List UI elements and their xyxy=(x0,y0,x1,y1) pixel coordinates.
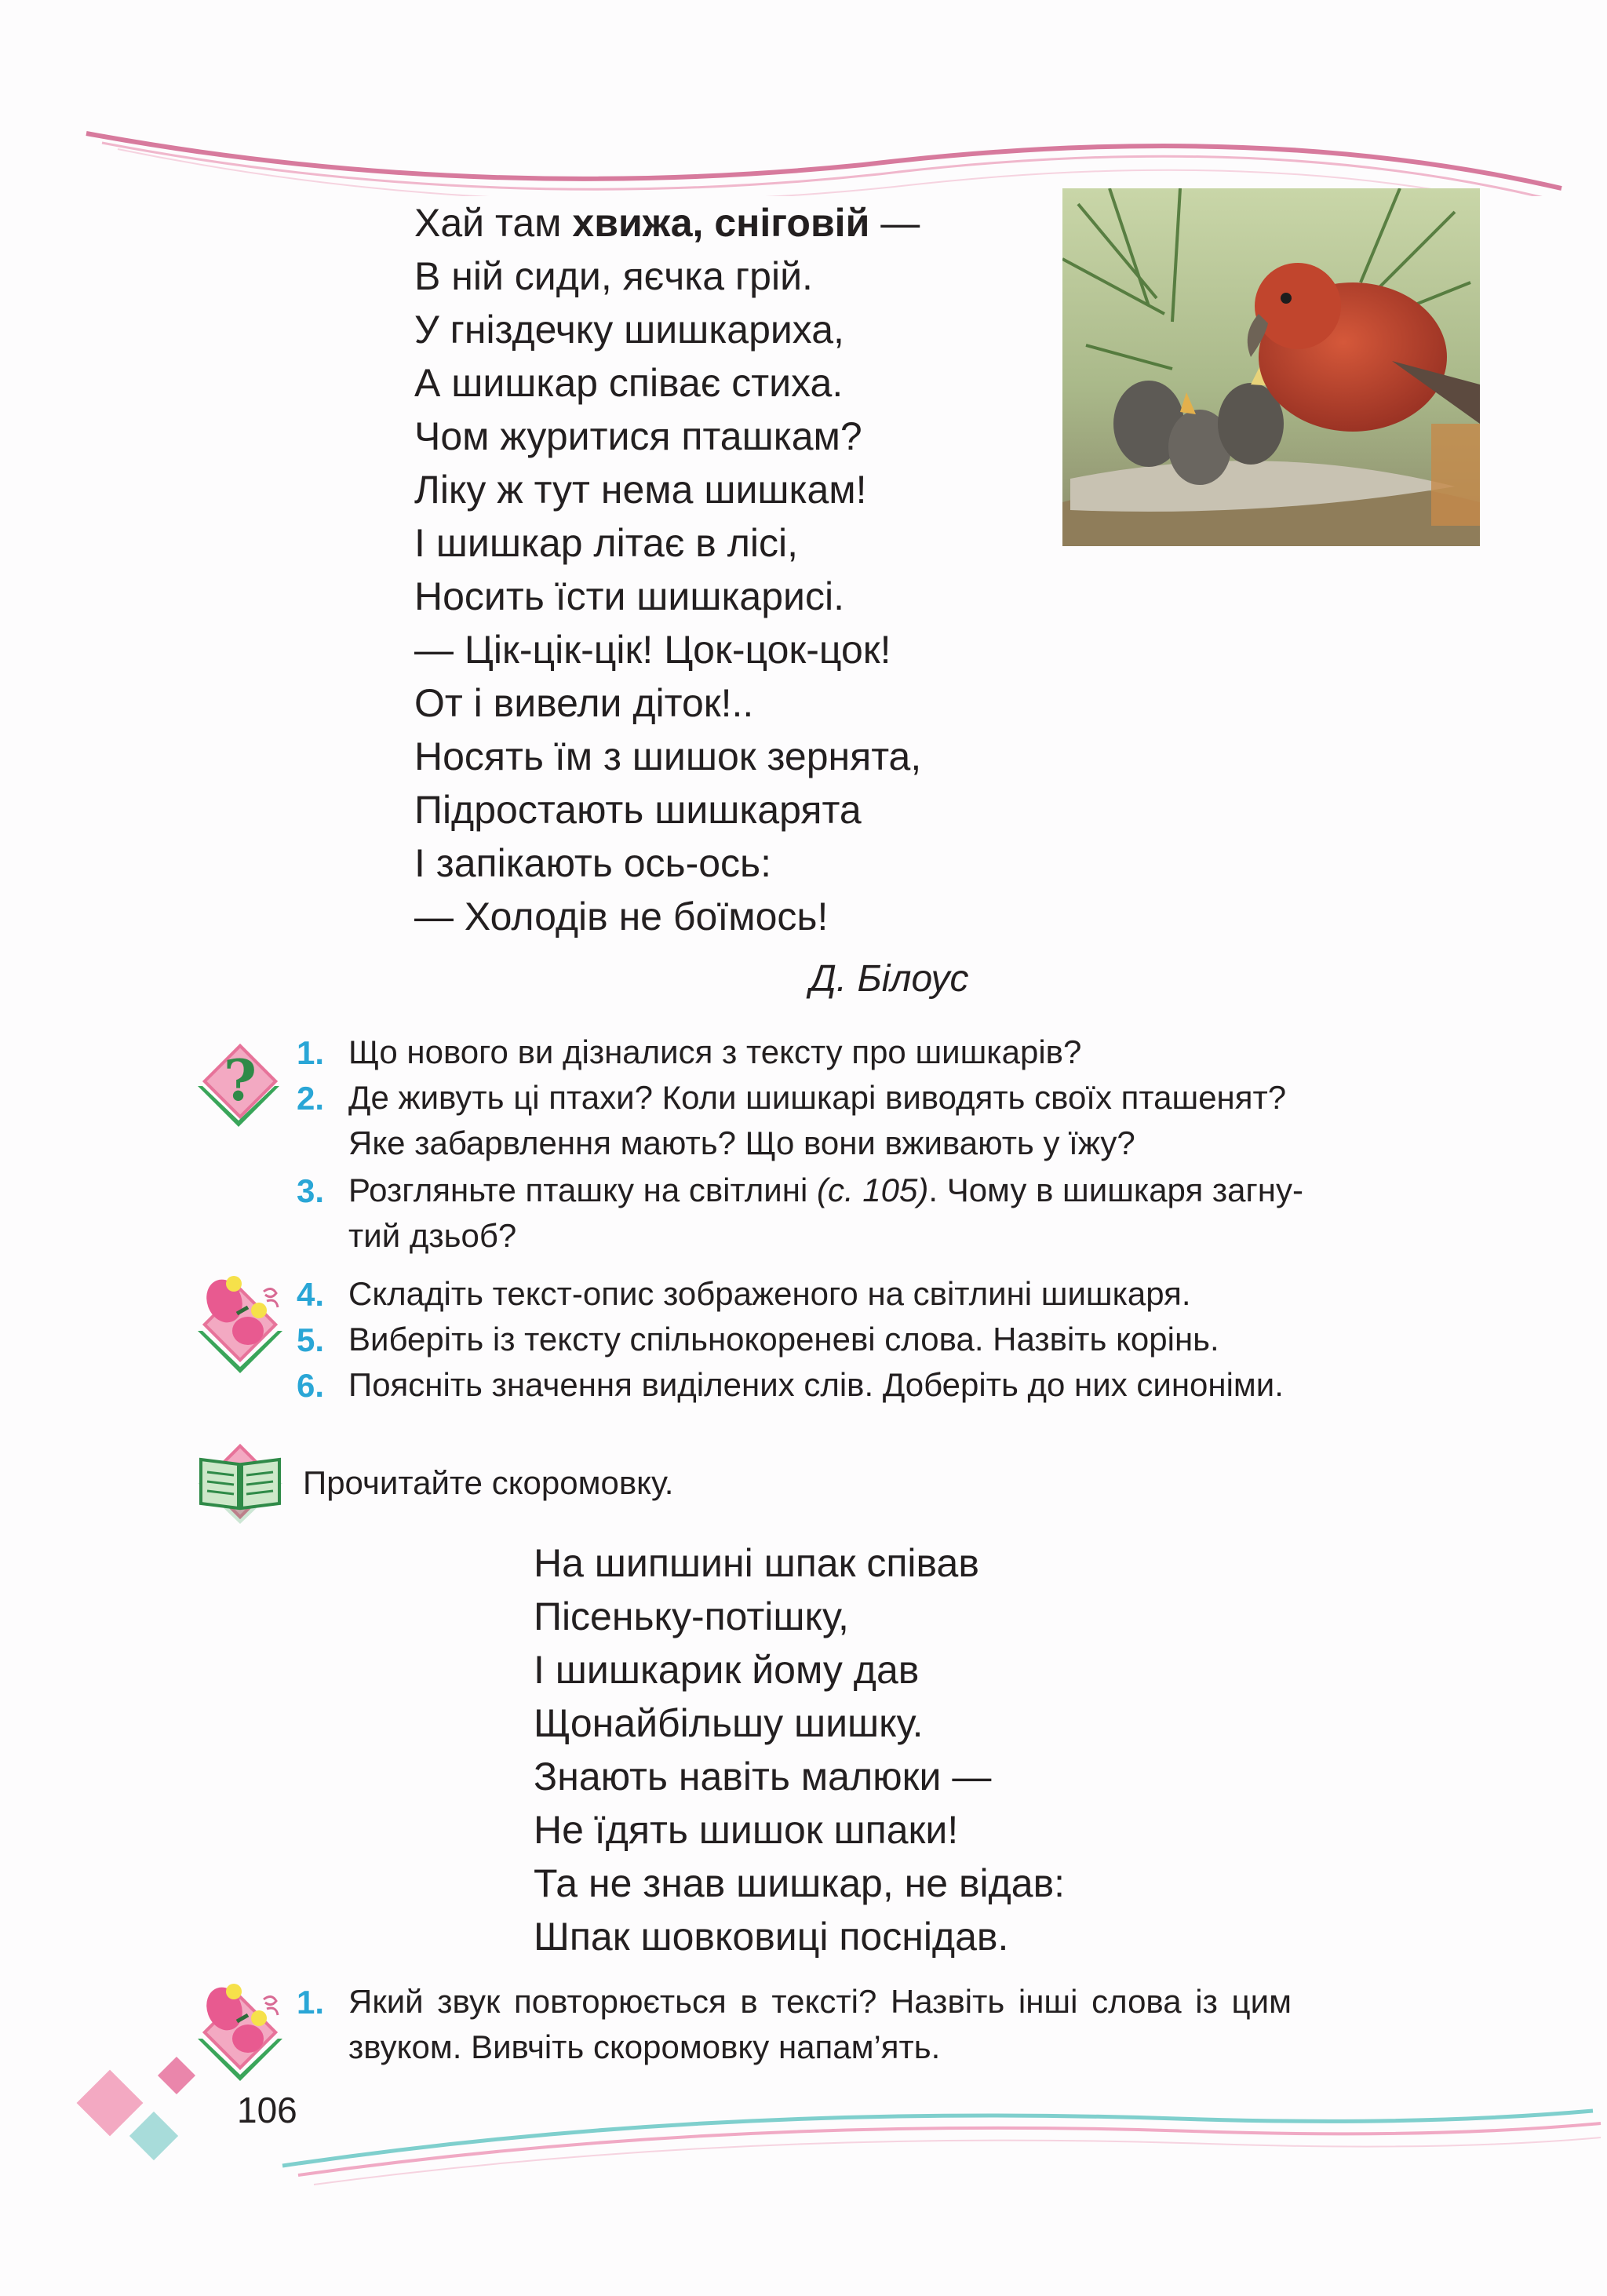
question-number: 6. xyxy=(297,1367,325,1404)
question-text: Де живуть ці птахи? Коли шишкарі виводять своїх пташенят? xyxy=(348,1079,1287,1116)
question-text: Поясніть значення виділених слів. Доберіть до них синоніми. xyxy=(348,1366,1284,1403)
reading-instruction: Прочитайте скоромовку. xyxy=(303,1464,674,1501)
question-number: 5. xyxy=(297,1321,325,1358)
top-swoosh-decoration xyxy=(0,71,1607,196)
question-text-continued: тий дзьоб? xyxy=(348,1217,517,1254)
poem-line: В ній сиди, яєчка грій. xyxy=(414,254,813,298)
bottom-swoosh-decoration xyxy=(0,2072,1607,2189)
butterfly-task-icon xyxy=(191,1270,290,1379)
question-text-continued: звуком. Вивчіть скоромовку напам’ять. xyxy=(348,2028,941,2065)
poem-line: Носять їм з шишок зернята, xyxy=(414,734,922,778)
tongue-twister-line: Пісеньку-потішку, xyxy=(534,1594,849,1638)
question-mark-icon xyxy=(193,1031,284,1135)
poem-line: Чом журитися пташкам? xyxy=(414,414,862,458)
question-number: 2. xyxy=(297,1080,325,1117)
tongue-twister-line: Щонайбільшу шишку. xyxy=(534,1701,924,1745)
question-text: Розгляньте пташку на світлині (с. 105). Чому в шишкаря загну- xyxy=(348,1172,1303,1208)
page-number: 106 xyxy=(237,2090,297,2130)
question-number: 4. xyxy=(297,1276,325,1313)
question-text: Складіть текст-опис зображеного на світлині шишкаря. xyxy=(348,1275,1191,1312)
tongue-twister-line: На шипшині шпак співав xyxy=(534,1541,979,1585)
question-text-continued: Яке забарвлення мають? Що вони вживають у їжу? xyxy=(348,1124,1135,1161)
poem-line: Носить їсти шишкарисі. xyxy=(414,574,844,618)
poem-line: — Цік-цік-цік! Цок-цок-цок! xyxy=(414,628,891,672)
poem-line: Підростають шишкарята xyxy=(414,788,862,832)
tongue-twister-line: Знають навіть малюки — xyxy=(534,1755,992,1799)
tongue-twister-line: Та не знав шишкар, не відав: xyxy=(534,1861,1066,1905)
tongue-twister-line: І шишкарик йому дав xyxy=(534,1648,920,1692)
open-book-icon xyxy=(191,1431,290,1532)
question-text: Виберіть із тексту спільнокореневі слова. Назвіть корінь. xyxy=(348,1321,1219,1358)
poem-line-1: Хай там хвижа, сніговій — xyxy=(414,201,920,245)
crossbill-nest-photo xyxy=(1062,188,1480,546)
poem-line: І шишкар літає в лісі, xyxy=(414,521,798,565)
poem-line: А шишкар співає стиха. xyxy=(414,361,844,405)
question-text: Що нового ви дізналися з тексту про шишкарів? xyxy=(348,1033,1082,1070)
poem-author: Д. Білоус xyxy=(810,958,969,1000)
tongue-twister-line: Шпак шовковиці поснідав. xyxy=(534,1915,1009,1959)
question-number: 1. xyxy=(297,1984,325,2021)
svg-text:?: ? xyxy=(223,1047,257,1113)
poem-line: У гніздечку шишкариха, xyxy=(414,308,844,352)
poem-line: — Холодів не боїмось! xyxy=(414,895,829,938)
question-text: Який звук повторюється в тексті? Назвіть інші слова із цим xyxy=(348,1983,1292,2020)
poem-line: От і вивели діток!.. xyxy=(414,681,754,725)
poem-line: І запікають ось-ось: xyxy=(414,841,771,885)
question-number: 3. xyxy=(297,1172,325,1209)
poem-line: Ліку ж тут нема шишкам! xyxy=(414,468,867,512)
question-number: 1. xyxy=(297,1034,325,1071)
tongue-twister-line: Не їдять шишок шпаки! xyxy=(534,1808,959,1852)
